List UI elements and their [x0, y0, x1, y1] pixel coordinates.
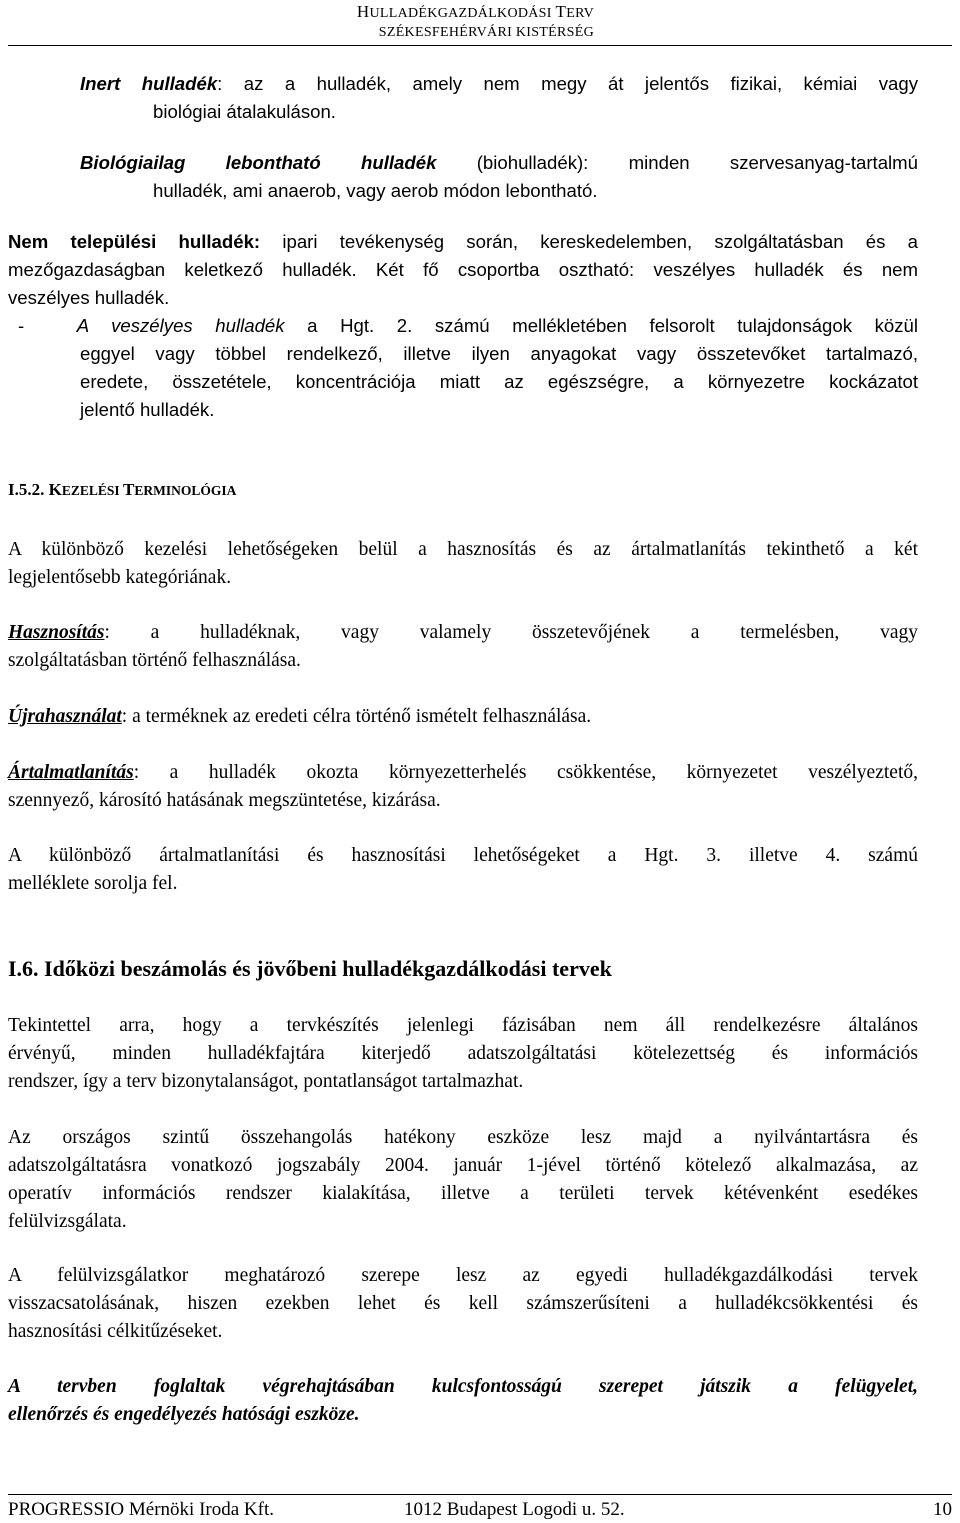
- section-heading-interim-reporting: I.6. Időközi beszámolás és jövőbeni hulladékgazdálkodási tervek: [8, 956, 612, 981]
- paragraph-enforcement-emphasis: A tervben foglaltak végrehajtásában kulcsfontosságú szerepet játszik a felügyelet, ellenőrzés és engedélyezés hatósági eszköze.: [8, 1376, 918, 1425]
- header-divider: [8, 45, 952, 46]
- annex-reference-paragraph: A különböző ártalmatlanítási és hasznosítási lehetőségeket a Hgt. 3. illetve 4. számú melléklete sorolja fel.: [8, 845, 918, 894]
- paragraph-review: A felülvizsgálatkor meghatározó szerepe lesz az egyedi hulladékgazdálkodási tervek visszacsatolásának, hiszen ezekben lehet és kell számszerűsíteni a hulladékcsökkentési és hasznosítási célkitűzéseket.: [8, 1265, 918, 1342]
- definition-hazardous: - A veszélyes hulladék a Hgt. 2. számú mellékletében felsorolt tulajdonságok közül eggyel vagy többel rendelkező, illetve ilyen anyagokat vagy összetevőket tartalmazó, eredete, összetétele, koncentrációja miatt az egészségre, a környezetre kockázatot jelentő hulladék.: [18, 315, 918, 420]
- footer-company: PROGRESSIO Mérnöki Iroda Kft.: [8, 1499, 274, 1520]
- definition-disposal: Ártalmatlanítás: a hulladék okozta környezetterhelés csökkentése, környezetet veszélyeztető, szennyező, károsító hatásának megszüntetése, kizárása.: [8, 762, 918, 811]
- definition-reuse: Újrahasználat: a terméknek az eredeti célra történő ismételt felhasználása.: [8, 706, 592, 727]
- section-heading-treatment-terminology: I.5.2. KEZELÉSI TERMINOLÓGIA: [8, 480, 237, 499]
- treatment-intro-paragraph: A különböző kezelési lehetőségeken belül a hasznosítás és az ártalmatlanítás tekinthető a két legjelentősebb kategóriának.: [8, 539, 918, 588]
- footer-divider: [8, 1494, 952, 1495]
- running-header-subtitle: SZÉKESFEHÉRVÁRI KISTÉRSÉG: [378, 25, 594, 40]
- paragraph-national-coordination: Az országos szintű összehangolás hatékony eszköze lesz majd a nyilvántartásra és adatszolgáltatásra vonatkozó jogszabály 2004. január 1-jével történő kötelező alkalmazása, az operatív információs rendszer kialakítása, illetve a területi tervek kétévenként esedékes felülvizsgálata.: [8, 1127, 918, 1232]
- footer-address: 1012 Budapest Logodi u. 52.: [404, 1499, 625, 1520]
- paragraph-data-provision: Tekintettel arra, hogy a tervkészítés jelenlegi fázisában nem áll rendelkezésre általános érvényű, minden hulladékfajtára kiterjedő adatszolgáltatási kötelezettség és információs rendszer, így a terv bizonytalanságot, pontatlanságot tartalmazhat.: [8, 1015, 918, 1092]
- running-header-title: HULLADÉKGAZDÁLKODÁSI TERV: [356, 2, 594, 21]
- definition-biodegradable: Biológiailag lebontható hulladék (biohulladék): minden szervesanyag-tartalmú hulladék, ami anaerob, vagy aerob módon lebontható.: [80, 152, 919, 201]
- definition-inert: Inert hulladék: az a hulladék, amely nem megy át jelentős fizikai, kémiai vagy biológiai átalakuláson.: [80, 73, 918, 122]
- page-number: 10: [933, 1499, 952, 1520]
- definition-non-municipal: Nem települési hulladék: ipari tevékenység során, kereskedelemben, szolgáltatásban és a mezőgazdaságban keletkező hulladék. Két fő csoportba osztható: veszélyes hulladék és nem veszélyes hulladék.: [8, 231, 918, 308]
- definition-recovery: Hasznosítás: a hulladéknak, vagy valamely összetevőjének a termelésben, vagy szolgáltatásban történő felhasználása.: [8, 622, 918, 671]
